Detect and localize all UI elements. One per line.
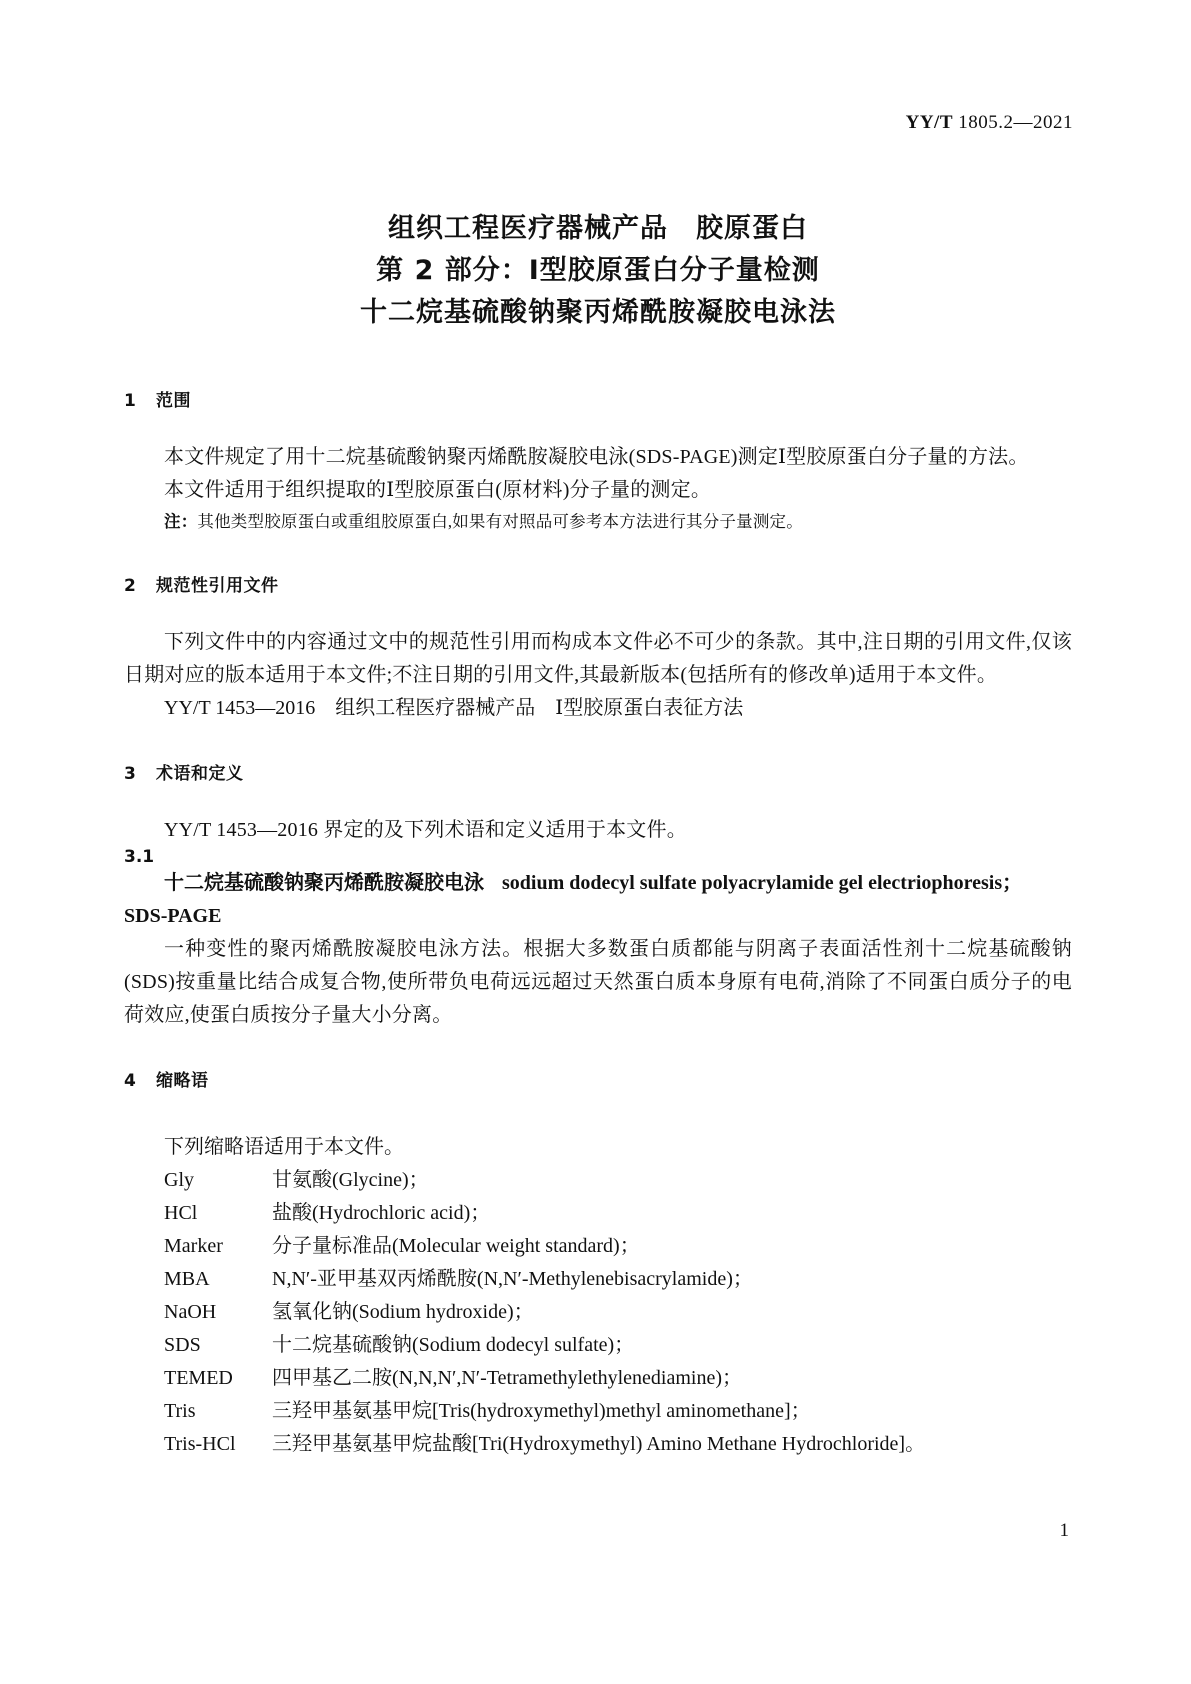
term-entry-3-1: [124, 867, 1072, 900]
subclause-number-3-1: 3.1: [124, 847, 155, 867]
scope-paragraph-2: 本文件适用于组织提取的Ⅰ型胶原蛋白(原材料)分子量的测定。: [164, 479, 712, 501]
abbr-definition: 三羟甲基氨基甲烷盐酸[Tri(Hydroxymethyl) Amino Methane Hydrochloride]。: [272, 1433, 926, 1455]
abbr-term: Tris: [164, 1400, 196, 1422]
list-item: [164, 1329, 1072, 1362]
abbreviations-intro: 下列缩略语适用于本文件。: [164, 1136, 404, 1158]
clause-heading-abbreviations: [124, 1066, 1072, 1091]
scope-note: [124, 507, 1072, 537]
abbr-definition: 四甲基乙二胺(N,N,N′,N′-Tetramethylethylenediamine)；: [272, 1367, 743, 1389]
note-label: 注：: [164, 512, 198, 531]
running-header: [906, 112, 1073, 134]
clause-number-4: 4: [124, 1071, 137, 1091]
clause-heading-normative-references: [124, 571, 1072, 596]
clause-title-3: 术语和定义: [156, 764, 244, 784]
clause-number-1: 1: [124, 391, 137, 411]
abbr-term: Gly: [164, 1169, 194, 1191]
abbr-definition: 盐酸(Hydrochloric acid)；: [272, 1202, 491, 1224]
list-item: [164, 1230, 1072, 1263]
list-item: [164, 1197, 1072, 1230]
term-abbreviation: SDS-PAGE: [124, 905, 222, 927]
abbr-definition: 十二烷基硫酸钠(Sodium dodecyl sulfate)；: [272, 1334, 635, 1356]
list-item: [164, 1296, 1072, 1329]
scope-paragraph-1: 本文件规定了用十二烷基硫酸钠聚丙烯酰胺凝胶电泳(SDS-PAGE)测定Ⅰ型胶原蛋白分子量的方法。: [164, 446, 1029, 468]
abbr-definition: 分子量标准品(Molecular weight standard)；: [272, 1235, 640, 1257]
page-number: 1: [1059, 1520, 1069, 1541]
abbr-term: SDS: [164, 1334, 201, 1356]
title-line-1: 组织工程医疗器械产品 胶原蛋白: [388, 213, 808, 244]
abbr-term: HCl: [164, 1202, 198, 1224]
term-english: sodium dodecyl sulfate polyacrylamide gel electriophoresis；: [502, 872, 1023, 894]
clause-heading-scope: [124, 386, 1072, 411]
abbr-term: Tris-HCl: [164, 1433, 236, 1455]
clause-number-3: 3: [124, 764, 137, 784]
clause-title-2: 规范性引用文件: [156, 576, 279, 596]
abbr-term: NaOH: [164, 1301, 217, 1323]
title-line-3: 十二烷基硫酸钠聚丙烯酰胺凝胶电泳法: [360, 297, 836, 328]
list-item: [164, 1395, 1072, 1428]
clause-heading-terms-and-definitions: [124, 759, 1072, 784]
abbr-term: Marker: [164, 1235, 223, 1257]
clause-title-4: 缩略语: [156, 1071, 209, 1091]
abbr-definition: 三羟甲基氨基甲烷[Tris(hydroxymethyl)methyl aminomethane]；: [272, 1400, 811, 1422]
list-item: [164, 1164, 1072, 1197]
abbr-definition: N,N′-亚甲基双丙烯酰胺(N,N′-Methylenebisacrylamide)；: [272, 1268, 753, 1290]
standard-number: 1805.2—2021: [958, 112, 1073, 133]
standard-prefix: YY/T: [905, 112, 953, 133]
abbreviations-list: [124, 1164, 1072, 1461]
term-chinese: 十二烷基硫酸钠聚丙烯酰胺凝胶电泳: [164, 872, 484, 894]
note-text: 其他类型胶原蛋白或重组胶原蛋白,如果有对照品可参考本方法进行其分子量测定。: [197, 512, 803, 531]
list-item: [164, 1428, 1072, 1461]
list-item: [164, 1263, 1072, 1296]
abbr-term: TEMED: [164, 1367, 233, 1389]
terms-intro-paragraph: YY/T 1453—2016 界定的及下列术语和定义适用于本文件。: [164, 819, 687, 841]
abbr-term: MBA: [164, 1268, 210, 1290]
normative-reference-item: YY/T 1453—2016 组织工程医疗器械产品 Ⅰ型胶原蛋白表征方法: [164, 697, 744, 719]
term-definition: 一种变性的聚丙烯酰胺凝胶电泳方法。根据大多数蛋白质都能与阴离子表面活性剂十二烷基硫酸钠(SDS)按重量比结合成复合物,使所带负电荷远远超过天然蛋白质本身原有电荷,消除了不同蛋白质分子的电荷效应,使蛋白质按分子量大小分离。: [124, 938, 1072, 1026]
list-item: [164, 1362, 1072, 1395]
title-line-2: 第 2 部分：Ⅰ型胶原蛋白分子量检测: [376, 255, 820, 286]
abbr-definition: 甘氨酸(Glycine)；: [272, 1169, 429, 1191]
abbr-definition: 氢氧化钠(Sodium hydroxide)；: [272, 1301, 534, 1323]
document-title: [124, 208, 1072, 334]
clause-number-2: 2: [124, 576, 137, 596]
clause-title-1: 范围: [156, 391, 191, 411]
document-content: [124, 180, 1072, 1461]
normative-references-paragraph: 下列文件中的内容通过文中的规范性引用而构成本文件必不可少的条款。其中,注日期的引用文件,仅该日期对应的版本适用于本文件;不注日期的引用文件,其最新版本(包括所有的修改单)适用于本文件。: [124, 631, 1072, 686]
